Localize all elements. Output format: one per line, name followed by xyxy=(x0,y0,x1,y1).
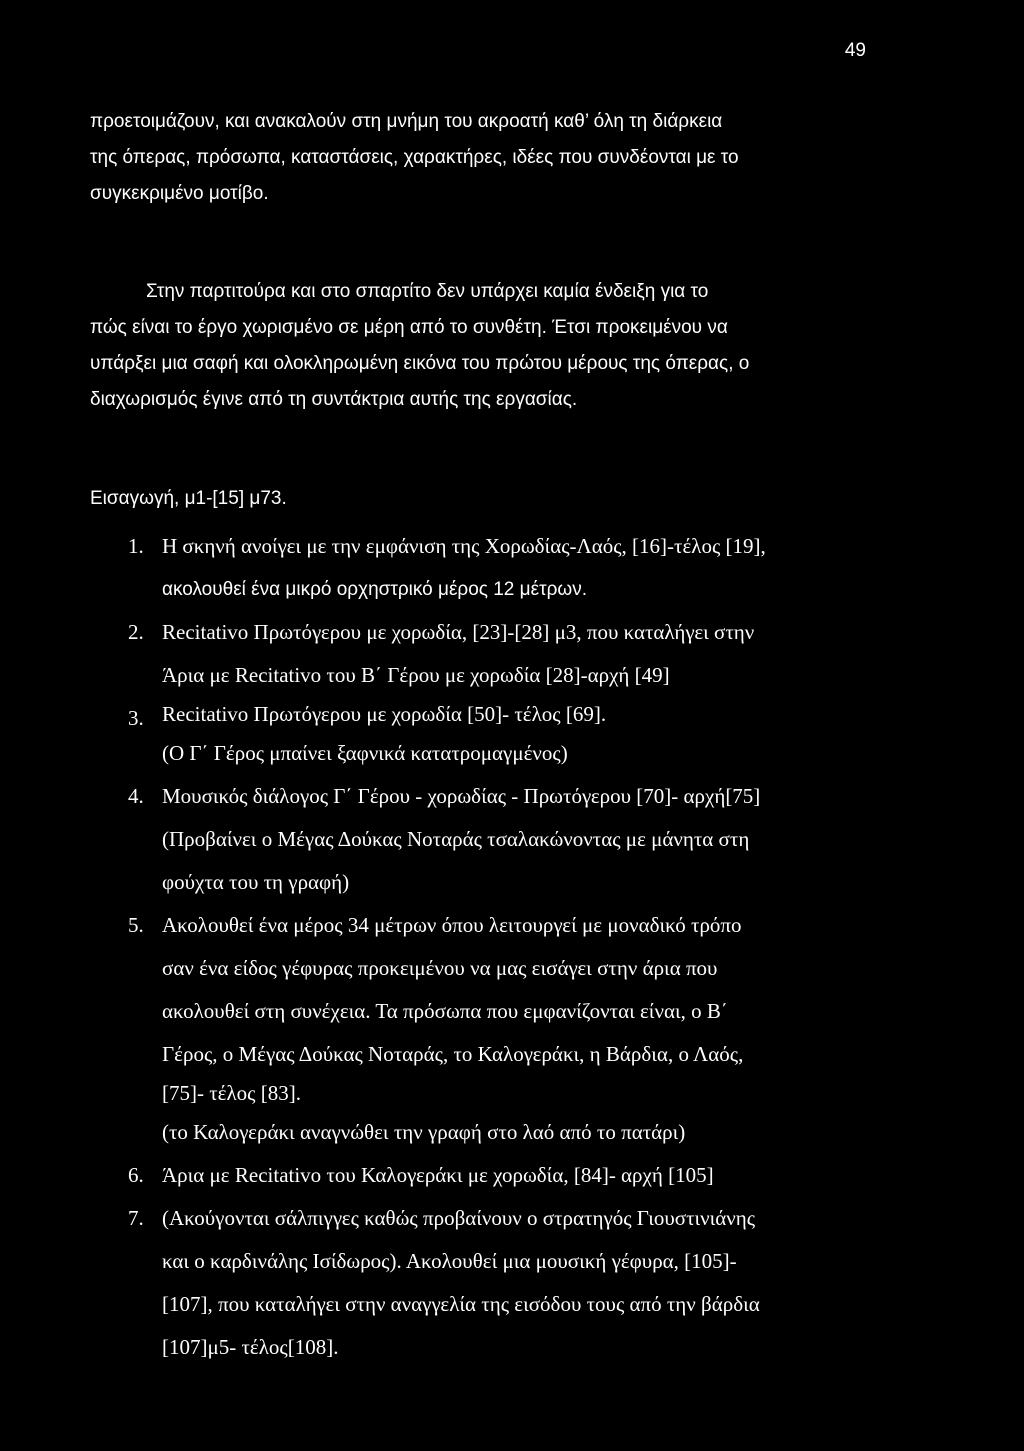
paragraph-line: υπάρξει μια σαφή και ολοκληρωμένη εικόνα του πρώτου μέρους της όπερας, ο xyxy=(90,353,750,374)
paragraph-line: της όπερας, πρόσωπα, καταστάσεις, χαρακτήρες, ιδέες που συνδέονται με το xyxy=(90,147,739,168)
list-item-number: 3. xyxy=(128,706,144,730)
list-item-line: ακολουθεί στη συνέχεια. Τα πρόσωπα που εμφανίζονται είναι, ο Β΄ xyxy=(162,999,728,1023)
list-item-number: 7. xyxy=(128,1206,144,1230)
list-item-number: 6. xyxy=(128,1163,144,1187)
page-number: 49 xyxy=(844,40,866,61)
list-item-line: Recitativo Πρωτόγερου με χορωδία [50]- τέλος [69]. xyxy=(162,702,607,726)
paragraph-2 xyxy=(90,274,880,418)
list-item-line: Άρια με Recitativo του Καλογεράκι με χορωδία, [84]- αρχή [105] xyxy=(162,1163,714,1187)
list-item xyxy=(128,904,888,1154)
paragraph-line: συγκεκριμένο μοτίβο. xyxy=(90,183,269,204)
intro-line: Εισαγωγή, μ1-[15] μ73. xyxy=(90,488,287,509)
section-list xyxy=(128,525,888,1369)
list-item-number: 5. xyxy=(128,913,144,937)
list-item xyxy=(128,775,888,904)
list-item-number: 4. xyxy=(128,784,144,808)
list-item-line: φούχτα του τη γραφή) xyxy=(162,870,350,894)
list-item-line: [107]μ5- τέλος[108]. xyxy=(162,1335,339,1359)
list-item-line: Άρια με Recitativo του Β΄ Γέρου με χορωδία [28]-αρχή [49] xyxy=(162,663,670,687)
list-item-number: 1. xyxy=(128,534,144,558)
list-item-line: σαν ένα είδος γέφυρας προκειμένου να μας εισάγει στην άρια που xyxy=(162,956,718,980)
list-item-line: (Προβαίνει ο Μέγας Δούκας Νοταράς τσαλακώνοντας με μάνητα στη xyxy=(162,827,750,851)
paragraph-line: διαχωρισμός έγινε από τη συντάκτρια αυτής της εργασίας. xyxy=(90,389,578,410)
list-item-line: Μουσικός διάλογος Γ΄ Γέρου - χορωδίας - Πρωτόγερου [70]- αρχή[75] xyxy=(162,784,761,808)
paragraph-line: Στην παρτιτούρα και στο σπαρτίτο δεν υπάρχει καμία ένδειξη για το xyxy=(146,281,709,302)
paragraph-line: πώς είναι το έργο χωρισμένο σε μέρη από το συνθέτη. Έτσι προκειμένου να xyxy=(90,317,728,338)
list-item-line: και ο καρδινάλης Ισίδωρος). Ακολουθεί μια μουσική γέφυρα, [105]- xyxy=(162,1249,737,1273)
list-item-line: (Ακούγονται σάλπιγγες καθώς προβαίνουν ο στρατηγός Γιουστινιάνης xyxy=(162,1206,756,1230)
paragraph-1 xyxy=(90,104,880,212)
list-item-line: [107], που καταλήγει στην αναγγελία της εισόδου τους από την βάρδια xyxy=(162,1292,760,1316)
list-item-line: Γέρος, ο Μέγας Δούκας Νοταράς, το Καλογεράκι, η Βάρδια, ο Λαός, xyxy=(162,1042,744,1066)
list-item-number: 2. xyxy=(128,620,144,644)
list-item xyxy=(128,1154,888,1197)
list-item xyxy=(128,611,888,697)
list-item xyxy=(128,697,888,775)
list-item-line: (το Καλογεράκι αναγνώθει την γραφή στο λαό από το πατάρι) xyxy=(162,1120,686,1144)
list-item-line: (Ο Γ΄ Γέρος μπαίνει ξαφνικά κατατρομαγμένος) xyxy=(162,741,568,765)
paragraph-line: προετοιμάζουν, και ανακαλούν στη μνήμη του ακροατή καθ’ όλη τη διάρκεια xyxy=(90,111,723,132)
list-item-line: Ακολουθεί ένα μέρος 34 μέτρων όπου λειτουργεί με μοναδικό τρόπο xyxy=(162,913,742,937)
list-item-line: Η σκηνή ανοίγει με την εμφάνιση της Χορωδίας-Λαός, [16]-τέλος [19], xyxy=(162,534,766,558)
list-item xyxy=(128,525,888,611)
list-item xyxy=(128,1197,888,1369)
list-item-line: [75]- τέλος [83]. xyxy=(162,1081,301,1105)
list-item-line: ακολουθεί ένα μικρό ορχηστρικό μέρος 12 μέτρων. xyxy=(162,579,587,600)
list-item-line: Recitativo Πρωτόγερου με χορωδία, [23]-[28] μ3, που καταλήγει στην xyxy=(162,620,755,644)
